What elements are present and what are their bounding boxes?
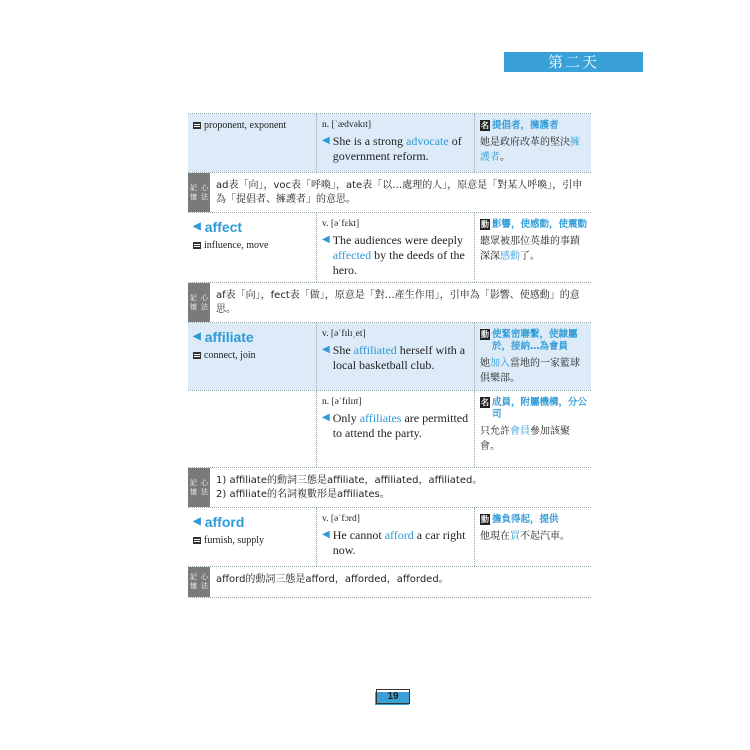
- memory-tip-label: [188, 567, 210, 597]
- example-text: by the deeds of the hero.: [332, 248, 465, 277]
- memory-tip-label-text: 心法: [201, 478, 208, 496]
- example-cell: [316, 323, 475, 390]
- meaning-text: 提倡者，擁護者: [492, 120, 559, 131]
- meaning: [480, 397, 587, 421]
- chinese-example-text: 只允許: [480, 426, 510, 437]
- chinese-example-text: 了。: [520, 251, 540, 262]
- vocabulary-table: [188, 113, 591, 598]
- example-text: She is a strong: [332, 134, 407, 148]
- example-cell: [316, 213, 475, 282]
- memory-tip-text: [210, 173, 591, 212]
- chinese-example: [480, 135, 587, 165]
- memory-tip-label-text: 記憶: [190, 183, 197, 201]
- chinese-example-text: 他現在: [480, 531, 510, 542]
- synonyms: [193, 240, 312, 251]
- headword-cell: [188, 213, 316, 282]
- speaker-icon[interactable]: ◀: [322, 412, 330, 423]
- pronunciation: v. [əˈfɛkt]: [322, 219, 360, 229]
- example-sentence: [322, 343, 470, 373]
- memory-tip-row: [188, 567, 591, 598]
- meaning-text: 擔負得起，提供: [492, 514, 559, 525]
- chinese-example-text: 她: [480, 358, 490, 369]
- synonyms-text: furnish, supply: [204, 535, 264, 546]
- chinese-example: [480, 234, 587, 264]
- pronunciation: v. [əˈfɔrd]: [322, 514, 360, 524]
- memory-tip-label-text: 記憶: [190, 293, 197, 311]
- example-text: She: [332, 343, 354, 357]
- chinese-example-highlight: 加入: [490, 358, 510, 369]
- example-text: herself with a local basketball club.: [332, 343, 466, 372]
- speaker-icon[interactable]: ◀: [322, 234, 330, 245]
- meaning-text: 使緊密聯繫，使隸屬於，接納…為會員: [492, 329, 578, 352]
- memory-tip-text: [210, 468, 591, 507]
- headword-cell: [188, 323, 316, 390]
- example-text: He cannot: [332, 528, 385, 542]
- synonyms-text: influence, move: [204, 240, 269, 251]
- meaning-cell: [475, 508, 591, 566]
- headword-text: affect: [204, 219, 243, 235]
- synonyms: [193, 120, 312, 131]
- speaker-icon[interactable]: ◀: [193, 221, 201, 232]
- entry-row: [188, 114, 591, 173]
- example-highlight: affiliates: [359, 411, 402, 425]
- headword-text: afford: [204, 514, 245, 530]
- example-text: [333, 528, 470, 558]
- memory-tip-label-text: 記憶: [190, 573, 197, 590]
- day-title-tab: 第二天: [504, 52, 643, 72]
- pronunciation: v. [əˈfɪlɪˌet]: [322, 329, 366, 339]
- meaning-text: 影響，使感動，使震動: [492, 219, 588, 230]
- meaning-cell: [475, 391, 591, 467]
- speaker-icon[interactable]: ◀: [322, 135, 330, 146]
- example-sentence: [322, 134, 470, 164]
- speaker-icon[interactable]: ◀: [193, 331, 201, 342]
- memory-tip-row: [188, 173, 591, 213]
- memory-tip-text: [210, 283, 591, 322]
- meaning-cell: [475, 323, 591, 390]
- example-highlight: advocate: [406, 134, 449, 148]
- meaning-cell: [475, 114, 591, 172]
- example-highlight: affiliated: [353, 343, 397, 357]
- chinese-example-text: 參加該聚會。: [480, 426, 570, 452]
- chinese-example-highlight: 感動: [500, 251, 520, 262]
- memory-tip-line: afford的動詞三態是afford，afforded，afforded。: [216, 574, 449, 585]
- example-text: [333, 411, 470, 441]
- example-text: Only: [332, 411, 360, 425]
- example-text: a car right now.: [332, 528, 466, 557]
- meaning-text: 成員，附屬機構，分公司: [492, 397, 588, 420]
- meaning: [480, 120, 587, 132]
- chinese-example-text: 不起汽車。: [520, 531, 570, 542]
- example-cell: [316, 508, 475, 566]
- chinese-example-highlight: 擁護者: [480, 137, 580, 163]
- pronunciation: n. [əˈfɪlɪɪt]: [322, 397, 362, 407]
- chinese-example-text: 當地的一家籃球俱樂部。: [480, 358, 580, 384]
- example-highlight: affected: [332, 248, 372, 262]
- memory-tip-label-text: 心法: [201, 293, 208, 311]
- speaker-icon[interactable]: ◀: [322, 529, 330, 540]
- synonym-icon: [193, 242, 201, 249]
- memory-tip-label-text: 記憶: [190, 478, 197, 496]
- memory-tip-label: [188, 468, 210, 507]
- synonym-icon: [193, 352, 201, 359]
- part-of-speech-badge: 動: [481, 220, 489, 229]
- chinese-example-highlight: 買: [510, 531, 520, 542]
- synonyms: [193, 535, 312, 546]
- chinese-example: [480, 424, 587, 454]
- memory-tip-line: af表「向」，fect表「做」，原意是「對…產生作用」，引申為「影響、使感動」的意思。: [216, 290, 580, 315]
- memory-tip-line: ad表「向」，voc表「呼喚」，ate表「以…處理的人」，原意是「對某人呼喚」，引申為「提倡者、擁護者」的意思。: [216, 180, 583, 205]
- headword: [193, 514, 312, 530]
- chinese-example-text: 聽眾被那位英雄的事蹟深深: [480, 236, 580, 262]
- synonyms: [193, 350, 312, 361]
- part-of-speech-badge: 名: [481, 121, 489, 130]
- chinese-example-text: 她是政府改革的堅決: [480, 137, 570, 148]
- speaker-icon[interactable]: ◀: [193, 516, 201, 527]
- example-cell: [316, 391, 475, 467]
- chinese-example-text: 。: [500, 152, 510, 163]
- memory-tip-line: 2) affiliate的名詞複數形是affiliates。: [216, 489, 390, 500]
- example-text: [333, 343, 470, 373]
- synonym-icon: [193, 122, 201, 129]
- memory-tip-line: 1) affiliate的動詞三態是affiliate，affiliated，affiliated。: [216, 475, 483, 486]
- example-sentence: [322, 528, 470, 558]
- memory-tip-text: [210, 567, 591, 597]
- synonym-icon: [193, 537, 201, 544]
- memory-tip-row: [188, 283, 591, 323]
- example-highlight: afford: [384, 528, 414, 542]
- part-of-speech-badge: 動: [481, 330, 489, 339]
- entry-row: [188, 391, 591, 468]
- headword: [193, 329, 312, 345]
- headword: [193, 219, 312, 235]
- example-cell: [316, 114, 475, 172]
- example-text: [333, 233, 470, 278]
- speaker-icon[interactable]: ◀: [322, 344, 330, 355]
- headword-cell: [188, 114, 316, 172]
- memory-tip-label-text: 心法: [201, 573, 208, 590]
- example-sentence: [322, 233, 470, 278]
- chinese-example-highlight: 會員: [510, 426, 530, 437]
- headword-text: affiliate: [204, 329, 254, 345]
- synonyms-text: connect, join: [204, 350, 256, 361]
- headword-cell: [188, 391, 316, 467]
- memory-tip-label: [188, 283, 210, 322]
- memory-tip-label-text: 心法: [201, 183, 208, 201]
- meaning-cell: [475, 213, 591, 282]
- chinese-example: [480, 529, 587, 544]
- memory-tip-label: [188, 173, 210, 212]
- meaning: [480, 514, 587, 526]
- part-of-speech-badge: 名: [481, 398, 489, 407]
- meaning: [480, 219, 587, 231]
- example-text: of government reform.: [332, 134, 462, 163]
- headword-cell: [188, 508, 316, 566]
- entry-row: [188, 508, 591, 567]
- entry-row: [188, 213, 591, 283]
- memory-tip-row: [188, 468, 591, 508]
- chinese-example: [480, 356, 587, 386]
- pronunciation: n. [ˈædvəkɪt]: [322, 120, 372, 130]
- example-text: [333, 134, 470, 164]
- example-sentence: [322, 411, 470, 441]
- part-of-speech-badge: 動: [481, 515, 489, 524]
- example-text: are permitted to attend the party.: [332, 411, 469, 440]
- synonyms-text: proponent, exponent: [204, 120, 287, 131]
- meaning: [480, 329, 587, 353]
- page-number: 19: [376, 689, 410, 704]
- entry-row: [188, 323, 591, 391]
- example-text: The audiences were deeply: [332, 233, 463, 247]
